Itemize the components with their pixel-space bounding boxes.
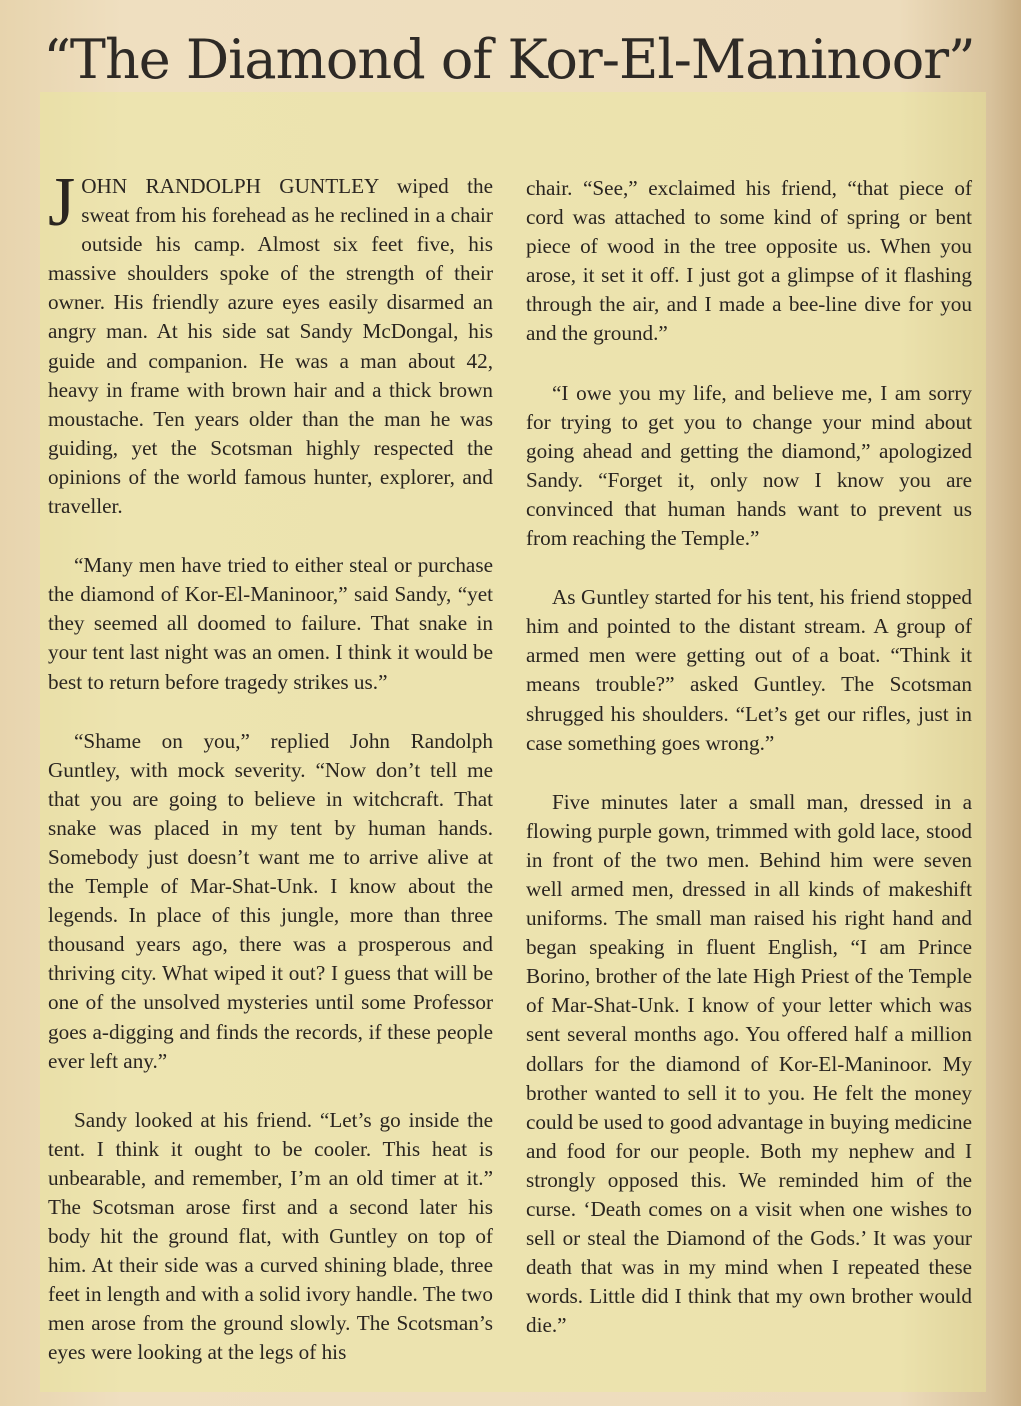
story-title: “The Diamond of Kor-El-Maninoor” xyxy=(43,28,975,91)
drop-cap: J xyxy=(48,164,76,241)
paragraph-text: OHN RANDOLPH GUNTLEY wiped the sweat from his forehead as he reclined in a chair outside his camp. Almost six feet five, his massive shoulders spoke of the strength of their owner. His friendly azure eyes easily disarmed an angry man. At his side sat Sandy McDongal, his guide and companion. He was a man about 42, heavy in frame with brown hair and a thick brown moustache. Ten years older than the man he was guiding, yet the Scotsman highly respected the opinions of the world famous hunter, explorer, and traveller. xyxy=(48,174,493,519)
paragraph: Sandy looked at his friend. “Let’s go inside the tent. I think it ought to be cooler. This heat is unbearable, and remember, I’m an old timer at it.” The Scotsman arose first and a second later his body hit the ground flat, with Guntley on top of him. At their side was a curved shining blade, three feet in length and with a solid ivory handle. The two men arose from the ground slowly. The Scotsman’s eyes were looking at the legs of his xyxy=(48,1107,493,1365)
paragraph: Five minutes later a small man, dressed in a flowing purple gown, trimmed with gold lace, stood in front of the two men. Behind him were seven well armed men, dressed in all kinds of makeshift uniforms. The small man raised his right hand and began speaking in fluent English, “I am Prince Borino, brother of the late High Priest of the Temple of Mar-Shat-Unk. I know of your letter which was sent several months ago. You offered half a million dollars for the diamond of Kor-El-Maninoor. My brother wanted to sell it to you. He felt the money could be used to good advantage in buying medicine and food for our people. Both my nephew and I strongly opposed this. We reminded him of the curse. ‘Death comes on a visit when one wishes to sell or steal the Diamond of the Gods.’ It was your death that was in my mind when I repeated these words. Little did I think that my own brother would die.” xyxy=(526,789,973,1338)
paragraph: As Guntley started for his tent, his friend stopped him and pointed to the distant stream. A group of armed men were getting out of a boat. “Think it means trouble?” asked Guntley. The Scotsman shrugged his shoulders. “Let’s get our rifles, just in case something goes wrong.” xyxy=(526,585,972,755)
paragraph: “Many men have tried to either steal or purchase the diamond of Kor-El-Maninoor,” said Sandy, “yet they seemed all doomed to failure. That snake in your tent last night was an omen. I think it would be best to return before tragedy strikes us.” xyxy=(48,553,493,694)
paragraph: “Shame on you,” replied John Randolph Guntley, with mock severity. “Now don’t tell me that you are going to believe in witchcraft. That snake was placed in my tent by human hands. Somebody just doesn’t want me to arrive alive at the Temple of Mar-Shat-Unk. I know about the legends. In place of this jungle, more than three thousand years ago, there was a prosperous and thriving city. What wiped it out? I guess that will be one of the unsolved mysteries until some Professor goes a-digging and finds the records, if these people ever left any.” xyxy=(48,728,493,1073)
right-column xyxy=(526,174,972,1340)
paragraph xyxy=(48,164,493,521)
paragraph: chair. “See,” exclaimed his friend, “that piece of cord was attached to some kind of spring or bent piece of wood in the tree opposite us. When you arose, it set it off. I just got a glimpse of it flashing through the air, and I made a bee-line dive for you and the ground.” xyxy=(526,176,972,346)
paragraph: “I owe you my life, and believe me, I am sorry for trying to get you to change your mind about going ahead and getting the diamond,” apologized Sandy. “Forget it, only now I know you are convinced that human hands want to prevent us from reaching the Temple.” xyxy=(526,380,972,551)
left-column xyxy=(48,164,493,1368)
